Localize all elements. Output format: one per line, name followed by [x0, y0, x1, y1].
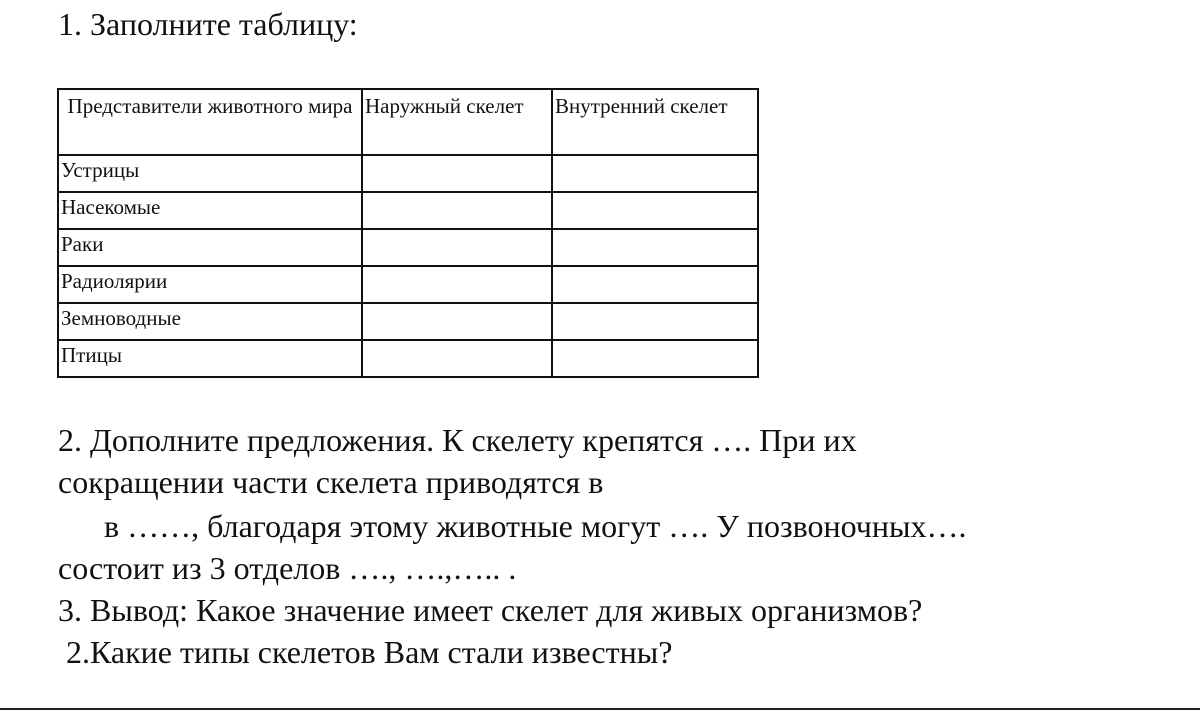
header-representatives: Представители животного мира: [58, 89, 362, 155]
task2-line-3: в ……, благодаря этому животные могут …. У позвоночных….: [104, 508, 967, 544]
animal-cell: Устрицы: [58, 155, 362, 192]
animal-cell: Насекомые: [58, 192, 362, 229]
task1-heading: 1. Заполните таблицу:: [58, 6, 358, 42]
animal-cell: Птицы: [58, 340, 362, 377]
fill-table: [57, 88, 759, 378]
external-skeleton-cell[interactable]: [362, 340, 552, 377]
internal-skeleton-cell[interactable]: [552, 303, 758, 340]
internal-skeleton-cell[interactable]: [552, 229, 758, 266]
animal-cell: Раки: [58, 229, 362, 266]
internal-skeleton-cell[interactable]: [552, 340, 758, 377]
table-row: [58, 303, 758, 340]
table-row: [58, 266, 758, 303]
task2-line-2: сокращении части скелета приводятся в: [58, 464, 604, 500]
animal-cell: Земноводные: [58, 303, 362, 340]
external-skeleton-cell[interactable]: [362, 266, 552, 303]
header-external-skeleton: Наружный скелет: [362, 89, 552, 155]
external-skeleton-cell[interactable]: [362, 229, 552, 266]
external-skeleton-cell[interactable]: [362, 192, 552, 229]
internal-skeleton-cell[interactable]: [552, 192, 758, 229]
animal-cell: Радиолярии: [58, 266, 362, 303]
task3-line-1: 3. Вывод: Какое значение имеет скелет для живых организмов?: [58, 592, 923, 628]
table-row: [58, 340, 758, 377]
external-skeleton-cell[interactable]: [362, 303, 552, 340]
external-skeleton-cell[interactable]: [362, 155, 552, 192]
task2-line-4: состоит из 3 отделов …., ….,….. .: [58, 550, 517, 586]
table-row: [58, 229, 758, 266]
table-header-row: [58, 89, 758, 155]
internal-skeleton-cell[interactable]: [552, 155, 758, 192]
task2-line-1: 2. Дополните предложения. К скелету крепятся …. При их: [58, 422, 857, 458]
header-internal-skeleton: Внутренний скелет: [552, 89, 758, 155]
table-row: [58, 155, 758, 192]
task3-line-2: 2.Какие типы скелетов Вам стали известны?: [66, 634, 673, 670]
table-row: [58, 192, 758, 229]
internal-skeleton-cell[interactable]: [552, 266, 758, 303]
bottom-rule: [0, 708, 1200, 710]
